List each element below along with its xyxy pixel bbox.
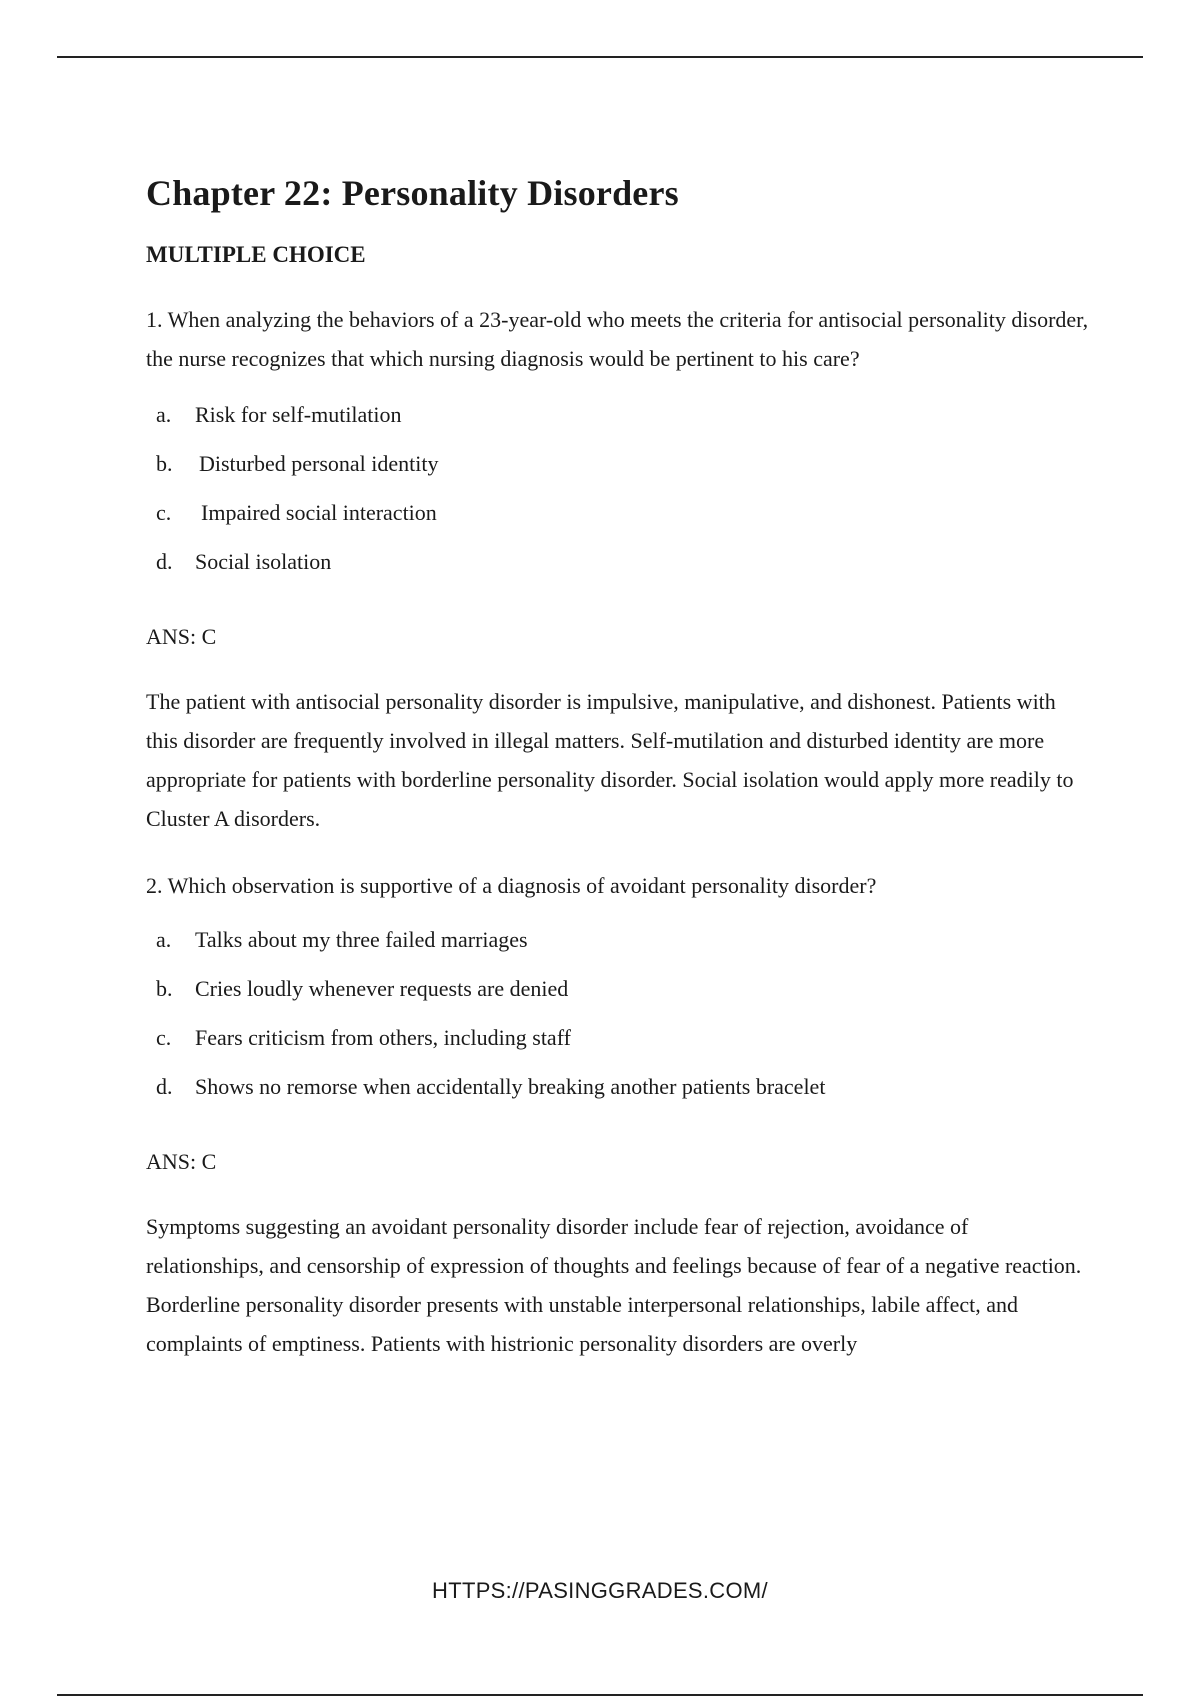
footer-url: HTTPS://PASINGGRADES.COM/ — [432, 1578, 768, 1603]
question-1-rationale: The patient with antisocial personality disorder is impulsive, manipulative, and dishonest. Patients with this disorder are frequently involved in illegal matters. Self-mutilation and disturbed identity are more appropriate for patients with borderline personality disorder. Social isolation would apply more readily to Cluster A disorders. — [146, 689, 1074, 831]
option-item — [146, 1072, 1091, 1121]
bottom-rule — [57, 1694, 1143, 1696]
question-2-answer: ANS: C — [146, 1149, 217, 1174]
option-letter: c. — [156, 500, 172, 525]
option-item — [146, 547, 1091, 596]
question-1-text: 1. When analyzing the behaviors of a 23-year-old who meets the criteria for antisocial personality disorder, the nurse recognizes that which nursing diagnosis would be pertinent to his care? — [146, 307, 1089, 371]
option-text: Shows no remorse when accidentally breaking another patients bracelet — [195, 1074, 826, 1099]
option-letter: a. — [156, 402, 172, 427]
option-item — [146, 1023, 1091, 1072]
option-letter: c. — [156, 1025, 172, 1050]
section-heading: MULTIPLE CHOICE — [146, 242, 366, 267]
option-item — [146, 925, 1091, 974]
option-item — [146, 974, 1091, 1023]
question-1-options — [146, 400, 1091, 596]
question-2-rationale: Symptoms suggesting an avoidant personality disorder include fear of rejection, avoidance of relationships, and censorship of expression of thoughts and feelings because of fear of a negative reaction. Borderline personality disorder presents with unstable interpersonal relationships, labile affect, and complaints of emptiness. Patients with histrionic personality disorders are overly — [146, 1214, 1082, 1356]
option-text: Impaired social interaction — [201, 500, 437, 525]
option-text: Talks about my three failed marriages — [195, 927, 528, 952]
option-letter: d. — [156, 1074, 173, 1099]
document-body — [146, 170, 1091, 1363]
chapter-title: Chapter 22: Personality Disorders — [146, 173, 679, 213]
option-letter: a. — [156, 927, 172, 952]
option-text: Social isolation — [195, 549, 332, 574]
question-1-answer: ANS: C — [146, 624, 217, 649]
option-letter: d. — [156, 549, 173, 574]
option-item — [146, 400, 1091, 449]
option-item — [146, 449, 1091, 498]
option-letter: b. — [156, 976, 173, 1001]
top-rule — [57, 56, 1143, 58]
question-2-text: 2. Which observation is supportive of a diagnosis of avoidant personality disorder? — [146, 873, 877, 898]
option-text: Disturbed personal identity — [199, 451, 439, 476]
option-letter: b. — [156, 451, 173, 476]
option-text: Cries loudly whenever requests are denied — [195, 976, 569, 1001]
option-text: Risk for self-mutilation — [195, 402, 402, 427]
option-text: Fears criticism from others, including staff — [195, 1025, 571, 1050]
question-2-options — [146, 925, 1091, 1121]
option-item — [146, 498, 1091, 547]
